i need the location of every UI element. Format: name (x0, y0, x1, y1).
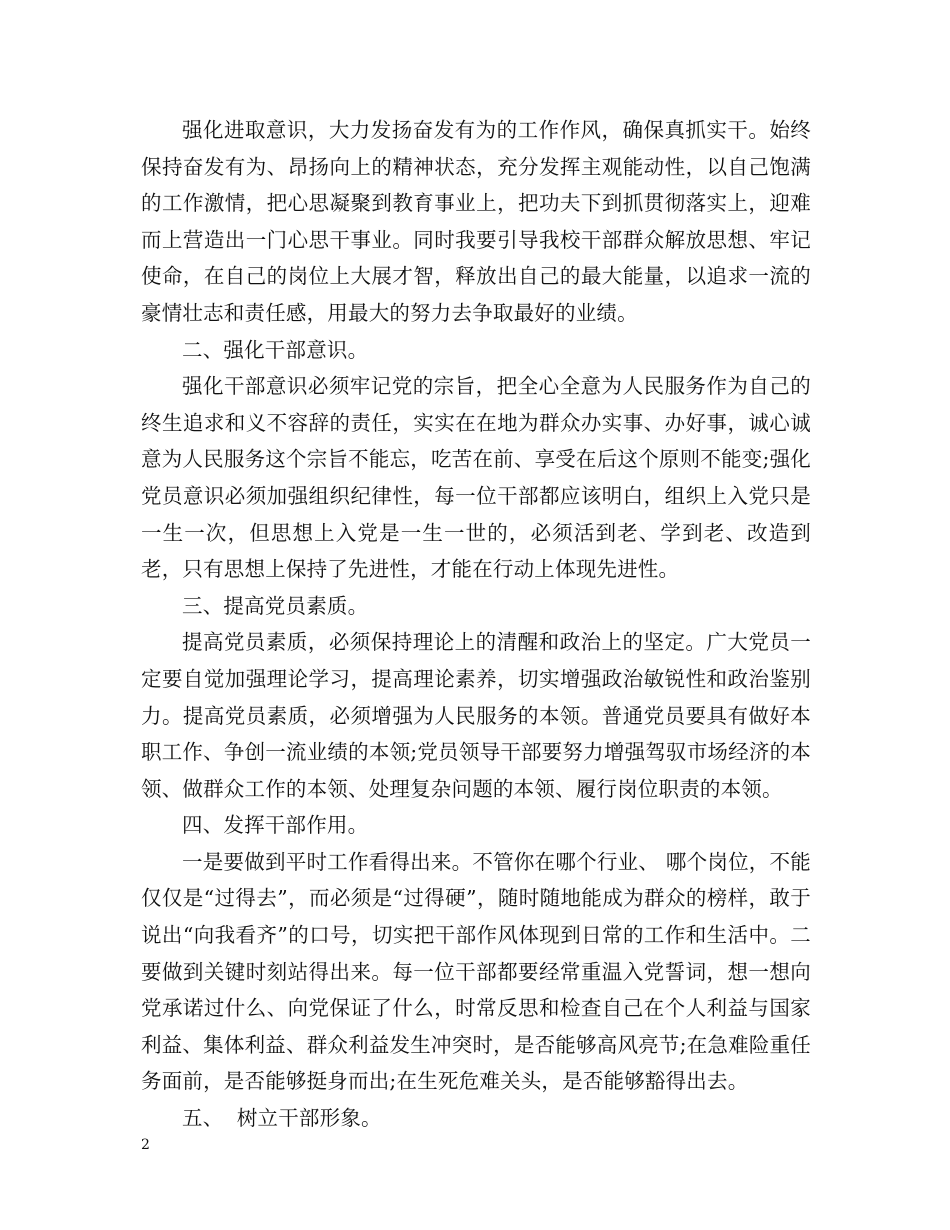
section-heading-5: 五、 树立干部形象。 (182, 1106, 382, 1131)
paragraph-initiative: 强化进取意识，大力发扬奋发有为的工作作风，确保真抓实干。始终保持奋发有为、昂扬向上的精神状态，充分发挥主观能动性，以自己饱满的工作激情，把心思凝聚到教育事业上，把功夫下到抓贯彻落实上，迎难而上营造出一门心思干事业。同时我要引导我校干部群众解放思想、牢记使命，在自己的岗位上大展才智，释放出自己的最大能量，以追求一流的豪情壮志和责任感，用最大的努力去争取最好的业绩。 (141, 118, 811, 325)
paragraph-cadre-awareness: 强化干部意识必须牢记党的宗旨，把全心全意为人民服务作为自己的终生追求和义不容辞的责任，实实在在地为群众办实事、办好事，诚心诚意为人民服务这个宗旨不能忘，吃苦在前、享受在后这个原则不能变;强化党员意识必须加强组织纪律性，每一位干部都应该明白，组织上入党只是一生一次，但思想上入党是一生一世的，必须活到老、学到老、改造到老，只有思想上保持了先进性，才能在行动上体现先进性。 (141, 374, 811, 582)
page-number: 2 (141, 1137, 150, 1153)
section-heading-4: 四、发挥干部作用。 (182, 813, 369, 838)
document-body (141, 112, 811, 1137)
paragraph-member-quality: 提高党员素质，必须保持理论上的清醒和政治上的坚定。广大党员一定要自觉加强理论学习，提高理论素养，切实增强政治敏锐性和政治鉴别力。提高党员素质，必须增强为人民服务的本领。普通党员要具有做好本职工作、争创一流业绩的本领;党员领导干部要努力增强驾驭市场经济的本领、做群众工作的本领、处理复杂问题的本领、履行岗位职责的本领。 (141, 630, 811, 801)
section-heading-3: 三、提高党员素质。 (182, 593, 369, 618)
paragraph-cadre-role: 一是要做到平时工作看得出来。不管你在哪个行业、 哪个岗位，不能仅仅是“过得去”，而必须是“过得硬”，随时随地能成为群众的榜样，敢于说出“向我看齐”的口号，切实把干部作风体现到日常的工作和生活中。二要做到关键时刻站得出来。每一位干部都要经常重温入党誓词，想一想向党承诺过什么、向党保证了什么，时常反思和检查自己在个人利益与国家利益、集体利益、群众利益发生冲突时，是否能够高风亮节;在急难险重任务面前，是否能够挺身而出;在生死危难关头，是否能够豁得出去。 (141, 849, 811, 1094)
section-heading-2: 二、强化干部意识。 (182, 337, 369, 362)
